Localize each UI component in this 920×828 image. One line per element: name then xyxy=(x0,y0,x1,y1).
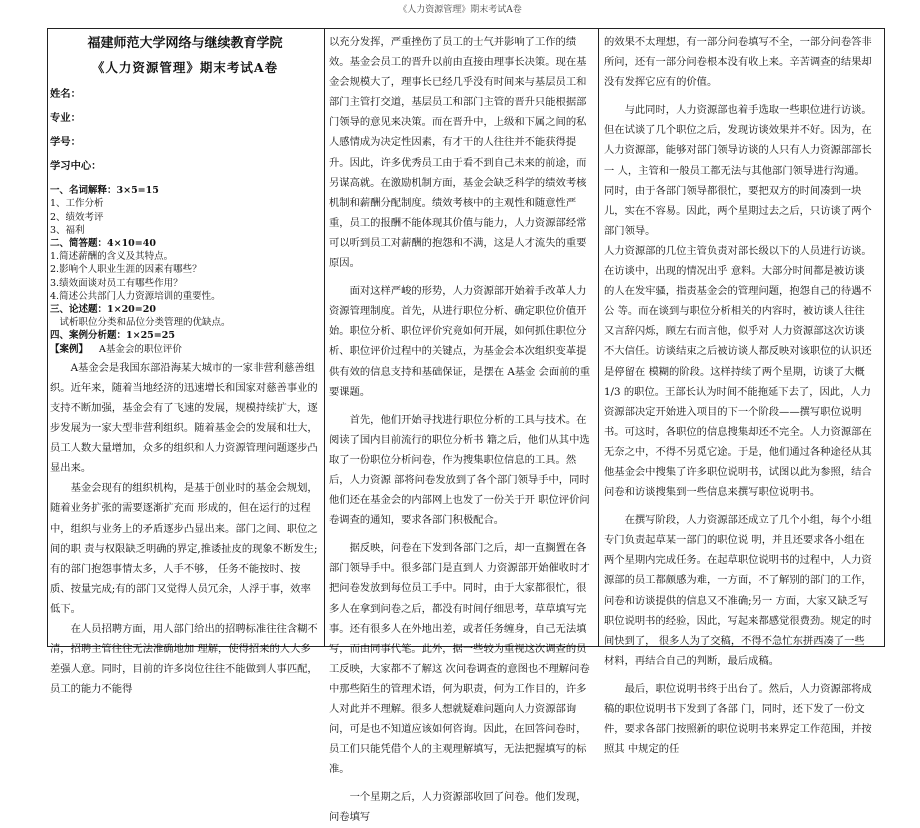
major-field-label: 专业： xyxy=(50,112,81,125)
term-item: 2、绩效考评 xyxy=(50,211,104,223)
case-paragraph: A基金会是我国东部沿海某大城市的一家非营利慈善组织。近年来，随着当地经济的迅速增长和国家对慈善事业的支持不断加强，基金会有了飞速的发展，规模持续扩大，逐步发展为一家大型非营利组织。随着基金会的发展和壮大，员工人数大量增加，众多的组织和人力资源管理问题逐步凸显出来。 xyxy=(50,361,318,475)
case-paragraph: 一个星期之后，人力资源部收回了问卷。他们发现，问卷填写 xyxy=(329,791,587,824)
column-3 xyxy=(604,32,874,756)
column-1 xyxy=(50,32,320,696)
section-1-heading: 一、名词解释：3×5=15 xyxy=(50,185,159,197)
term-item: 3、福利 xyxy=(50,224,85,236)
case-label: 【案例】 xyxy=(50,343,89,355)
question-item: 4.简述公共部门人力资源培训的重要性。 xyxy=(50,290,221,302)
section-3-heading: 三、论述题：1×20=20 xyxy=(50,304,156,316)
column-divider-1 xyxy=(324,28,325,647)
exam-title: 《人力资源管理》期末考试A卷 xyxy=(91,60,279,76)
case-paragraph: 基金会现有的组织机构，是基于创业时的基金会规划，随着业务扩张的需要逐渐扩充而 形成的，但在运行的过程中，组织与业务上的矛盾逐步凸显出来。部门之间、职位之间的职 责与权限缺乏明确的界定,推诿扯皮的现象不断发生;有的部门抱怨事情太多，人手不够， 任务不能按时、按质、按量完成;有的部门又觉得人员冗余，人浮于事，效率低下。 xyxy=(50,482,318,615)
question-item: 1.简述薪酬的含义及其特点。 xyxy=(50,251,174,263)
question-item: 2.影响个人职业生涯的因素有哪些？ xyxy=(50,264,202,276)
case-paragraph: 据反映，问卷在下发到各部门之后，却一直搁置在各部门领导手中。很多部门是直到人 力资源部开始催收时才把问卷发放到每位员工手中。同时，由于大家都很忙，很多人在拿到问卷之后，都没有时间仔细思考，草草填写完事。还有很多人在外地出差，或者任务缠身，自己无法填写，而由同事代笔。此外，据一些较为重视这次调查的员工反映，大家都不了解这 次问卷调查的意图也不理解问卷中那些陌生的管理术语，何为职责，何为工作目的，许多 人对此并不理解。很多人想就疑难问题向人力资源部询问，可是也不知道应该如何咨询。因此，在回答问卷时，员工们只能凭借个人的主观理解填写，无法把握填写的标准。 xyxy=(329,542,590,776)
case-paragraph: 在撰写阶段，人力资源部还成立了几个小组，每个小组专门负责起草某一部门的职位说 明，并且还要求各小组在两个星期内完成任务。在起草职位说明书的过程中，人力资源部的员工都颇感为难，一方面，不了解别的部门的工作，问卷和访谈提供的信息又不准确;另一 方面，大家又缺乏写职位说明书的经验，因此，写起来都感觉很费劲。规定的时间快到了， 很多人为了交稿，不得不急忙东拼西凑了一些材料，再结合自己的判断，最后成稿。 xyxy=(604,514,872,667)
case-paragraph: 以充分发挥，严重挫伤了员工的士气并影响了工作的绩效。基金会员工的晋升以前由直接由理事长决策。现在基金会规模大了，理事长已经几乎没有时间来与基层员工和部门主管打交道，基层员工和部门主管的晋升只能根据部门领导的意见来决策。而在晋升中，上级和下属之间的私人感情成为决定性因素，有才干的人往往并不能获得提升。因此，许多优秀员工由于看不到自己未来的前途，而另谋高就。在激励机制方面，基金会缺乏科学的绩效考核机制和薪酬分配制度。绩效考核中的主观性和随意性严重，员工的报酬不能体现其价值与能力，人力资源部经常可以听到员工对薪酬的抱怨和不满，这是人才流失的重要 原因。 xyxy=(329,36,587,270)
term-item: 1、工作分析 xyxy=(50,198,104,210)
column-divider-2 xyxy=(598,28,599,647)
case-paragraph: 与此同时，人力资源部也着手选取一些职位进行访谈。但在试谈了几个职位之后，发现访谈效果并不好。因为，在人力资源部，能够对部门领导访谈的人只有人力资源部部长一 人，主管和一般员工都无法与其他部门领导进行沟通。同时，由于各部门领导都很忙，要把双方的时间凑到一块儿，实在不容易。因此，两个星期过去之后，只访谈了两个部门领导。 xyxy=(604,104,872,237)
section-4-heading: 四、案例分析题：1×25=25 xyxy=(50,330,175,342)
page-header: 《人力资源管理》期末考试A卷 xyxy=(398,5,522,15)
student-id-label: 学号： xyxy=(50,136,81,149)
name-field-label: 姓名： xyxy=(50,88,81,101)
column-2 xyxy=(329,32,593,824)
case-paragraph: 人力资源部的几位主管负责对部长级以下的人员进行访谈。在访谈中，出现的情况出乎 意料。大部分时间都是被访谈的人在发牢骚，指责基金会的管理问题，抱怨自己的待遇不公 等。而在谈到与职位分析相关的内容时，被访谈人往往又言辞闪烁，顾左右而言他，似乎对 人力资源部这次访谈不大信任。访谈结束之后被访谈人都反映对该职位的认识还是停留在 模糊的阶段。这样持续了两个星期，访谈了大概 1/3 的职位。王部长认为时间不能拖延下去了，因此，人力资源部决定开始进入项目的下一个阶段——撰写职位说明书。可这时，各职位的信息搜集却还不完全。人力资源部在无奈之中，不得不另觅它途。于是，他们通过各种途径从其他基金会中搜集了许多职位说明书，试图以此为参照，结合问卷和访谈搜集到一些信息来撰写职位说明书。 xyxy=(604,244,872,499)
essay-question: 试析职位分类和品位分类管理的优缺点。 xyxy=(59,317,231,329)
case-title: A基金会的职位评价 xyxy=(99,343,182,355)
question-item: 3.绩效面谈对员工有哪些作用？ xyxy=(50,277,183,289)
section-2-heading: 二、简答题：4×10=40 xyxy=(50,238,156,249)
learning-center-label: 学习中心： xyxy=(50,160,102,173)
case-paragraph: 首先，他们开始寻找进行职位分析的工具与技术。在阅读了国内目前流行的职位分析书 籍之后，他们从其中选取了一份职位分析问卷，作为搜集职位信息的工具。然后，人力资源 部将问卷发放到了各个部门领导手中，同时他们还在基金会的内部网上也发了一份关于开 职位评价问卷调查的通知，要求各部门积极配合。 xyxy=(329,413,590,527)
school-title: 福建师范大学网络与继续教育学院 xyxy=(87,36,283,51)
case-paragraph: 最后，职位说明书终于出台了。然后，人力资源部将成稿的职位说明书下发到了各部 门，同时，还下发了一份文件，要求各部门按照新的职位说明书来界定工作范围，并按照其 中规定的任 xyxy=(604,682,872,756)
case-paragraph: 在人员招聘方面，用人部门给出的招聘标准往往含糊不清，招聘主管往往无法准确地加 理解，使得招来的人大多差强人意。同时，目前的许多岗位往往不能做到人事匹配，员工的能力不能得 xyxy=(50,623,318,696)
case-paragraph: 面对这样严峻的形势，人力资源部开始着手改革人力资源管理制度。首先，从进行职位分析、确定职位价值开始。职位分析、职位评价究竟如何开展，如何抓住职位分析、职位评价过程中的关键点，为基金会本次组织变革提供有效的信息支持和基础保证，是摆在 A基金 会面前的重要课题。 xyxy=(329,285,591,398)
case-paragraph: 的效果不太理想，有一部分问卷填写不全，一部分问卷答非所问，还有一部分问卷根本没有收上来。辛苦调查的结果却没有发挥它应有的价值。 xyxy=(604,36,872,89)
